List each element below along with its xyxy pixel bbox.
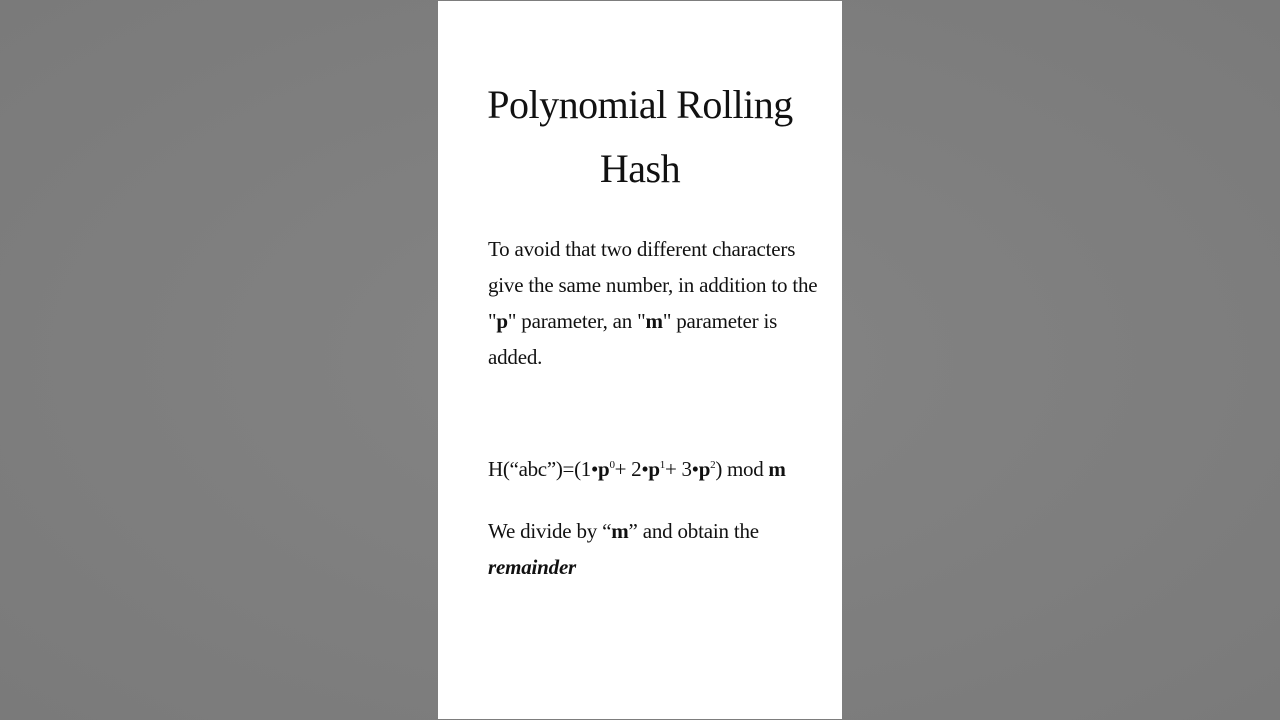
formula-rhs: ) mod <box>715 457 769 481</box>
p-parameter: p <box>496 309 508 333</box>
para-text-2: " parameter, an " <box>507 309 646 333</box>
formula-m: m <box>768 457 786 481</box>
formula-coef-1: 1• <box>580 457 599 481</box>
formula-lhs: H(“abc”)=( <box>488 457 581 481</box>
para-text-1: To avoid that two different characters give the same number, in addition to the " <box>488 237 818 333</box>
formula-exp-2: 2 <box>710 459 716 471</box>
closing-text-1: We divide by “ <box>488 519 612 543</box>
formula-p-1: p <box>598 457 610 481</box>
closing-text-2: ” and obtain the <box>628 519 759 543</box>
formula-plus-1: + 2• <box>614 457 649 481</box>
closing-remainder: remainder <box>488 555 577 579</box>
formula-exp-1: 1 <box>659 459 665 471</box>
m-parameter: m <box>645 309 663 333</box>
title-line-1: Polynomial Rolling <box>487 82 793 127</box>
slide-title <box>438 73 842 201</box>
formula-exp-0: 0 <box>609 459 615 471</box>
closing-paragraph <box>488 513 818 585</box>
para-text-3: " parameter is added. <box>488 309 778 369</box>
hash-formula <box>488 452 838 486</box>
title-line-2: Hash <box>599 146 681 191</box>
formula-p-2: p <box>648 457 660 481</box>
slide-card <box>438 1 842 719</box>
closing-m: m <box>611 519 629 543</box>
formula-plus-2: + 3• <box>664 457 699 481</box>
explanation-paragraph <box>488 231 818 375</box>
formula-p-3: p <box>698 457 711 481</box>
